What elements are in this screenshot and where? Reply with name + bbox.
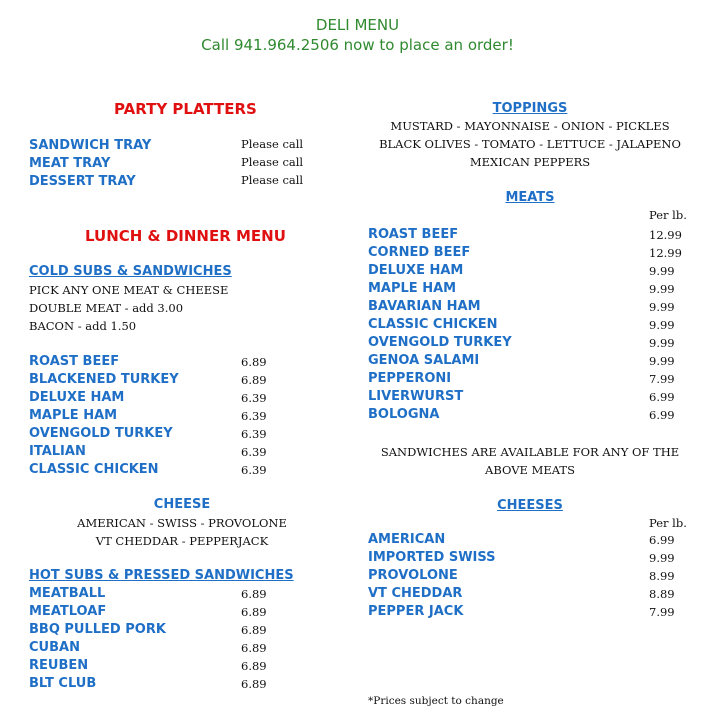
- topping-line: MEXICAN PEPPERS: [469, 155, 591, 169]
- meats-sandwich-note: [370, 443, 690, 479]
- cold-subs-list: [29, 353, 179, 479]
- item-name: CUBAN: [29, 640, 80, 655]
- list-item: [29, 171, 151, 189]
- item-price: 6.39: [241, 427, 267, 441]
- item-price: Please call: [241, 173, 304, 187]
- item-price: 8.99: [649, 569, 675, 583]
- item-price: 6.89: [241, 641, 267, 655]
- item-name: GENOA SALAMI: [368, 353, 480, 368]
- item-price: Please call: [241, 137, 304, 151]
- party-platters-prices: [241, 135, 303, 189]
- cheeses-list: [368, 531, 496, 621]
- cheese-line: AMERICAN - SWISS - PROVOLONE: [77, 516, 287, 530]
- item-price: 6.89: [241, 677, 267, 691]
- cold-subs-notes: [29, 281, 228, 335]
- item-name: VT CHEDDAR: [368, 586, 463, 601]
- hot-subs-list: [29, 585, 166, 693]
- item-name: MAPLE HAM: [368, 281, 457, 296]
- list-item: [29, 135, 151, 153]
- item-name: DELUXE HAM: [29, 390, 125, 405]
- meats-heading: MEATS: [505, 190, 555, 205]
- cheese-heading: CHEESE: [153, 497, 211, 512]
- meats-list: [368, 226, 512, 424]
- item-price: 9.99: [649, 336, 675, 350]
- item-name: CLASSIC CHICKEN: [29, 462, 159, 477]
- item-price: 6.89: [241, 355, 267, 369]
- toppings-lines: [370, 117, 690, 171]
- meats-prices: [649, 226, 682, 424]
- item-price: 6.99: [649, 533, 675, 547]
- cheeses-prices: [649, 531, 675, 621]
- item-name: ROAST BEEF: [29, 354, 120, 369]
- item-price: 9.99: [649, 300, 675, 314]
- item-name: DELUXE HAM: [368, 263, 464, 278]
- item-price: 12.99: [649, 228, 682, 242]
- note-line: BACON - add 1.50: [29, 319, 137, 333]
- note-line: DOUBLE MEAT - add 3.00: [29, 301, 184, 315]
- item-price: 6.39: [241, 409, 267, 423]
- item-price: 6.99: [649, 390, 675, 404]
- list-item: [29, 153, 151, 171]
- item-name: BAVARIAN HAM: [368, 299, 481, 314]
- item-price: 6.89: [241, 623, 267, 637]
- item-price: 9.99: [649, 318, 675, 332]
- cheese-line: VT CHEDDAR - PEPPERJACK: [95, 534, 269, 548]
- item-price: 9.99: [649, 551, 675, 565]
- item-name: DESSERT TRAY: [29, 174, 136, 189]
- item-name: IMPORTED SWISS: [368, 550, 496, 565]
- note-line: PICK ANY ONE MEAT & CHEESE: [29, 283, 229, 297]
- item-name: OVENGOLD TURKEY: [368, 335, 512, 350]
- item-name: BLACKENED TURKEY: [29, 372, 179, 387]
- note-line: SANDWICHES ARE AVAILABLE FOR ANY OF THE: [380, 445, 680, 459]
- item-price: 6.89: [241, 659, 267, 673]
- item-price: 6.39: [241, 463, 267, 477]
- item-name: PEPPER JACK: [368, 604, 464, 619]
- item-name: OVENGOLD TURKEY: [29, 426, 173, 441]
- hot-subs-prices: [241, 585, 267, 693]
- item-name: AMERICAN: [368, 532, 446, 547]
- item-price: 6.89: [241, 373, 267, 387]
- item-price: 7.99: [649, 372, 675, 386]
- item-name: SANDWICH TRAY: [29, 138, 152, 153]
- note-line: ABOVE MEATS: [485, 463, 575, 477]
- item-name: BBQ PULLED PORK: [29, 622, 166, 637]
- item-price: 9.99: [649, 264, 675, 278]
- cheeses-heading: CHEESES: [497, 498, 563, 513]
- prices-disclaimer: *Prices subject to change: [368, 695, 504, 707]
- cheeses-unit-label: Per lb.: [649, 516, 687, 530]
- page-title: DELI MENU: [315, 16, 400, 34]
- order-phone-line: Call 941.964.2506 now to place an order!: [201, 36, 514, 54]
- party-platters-heading: PARTY PLATTERS: [114, 100, 257, 118]
- item-name: ROAST BEEF: [368, 227, 459, 242]
- hot-subs-heading: HOT SUBS & PRESSED SANDWICHES: [29, 568, 294, 583]
- item-name: LIVERWURST: [368, 389, 464, 404]
- item-price: 9.99: [649, 354, 675, 368]
- item-price: 6.99: [649, 408, 675, 422]
- item-name: CLASSIC CHICKEN: [368, 317, 498, 332]
- item-name: MEATLOAF: [29, 604, 107, 619]
- item-name: PROVOLONE: [368, 568, 458, 583]
- item-price: 7.99: [649, 605, 675, 619]
- cold-subs-heading: COLD SUBS & SANDWICHES: [29, 264, 232, 279]
- item-price: Please call: [241, 155, 304, 169]
- item-name: ITALIAN: [29, 444, 86, 459]
- party-platters-list: [29, 135, 151, 189]
- cheese-options: [32, 514, 332, 550]
- item-price: 8.89: [649, 587, 675, 601]
- item-price: 9.99: [649, 282, 675, 296]
- item-name: REUBEN: [29, 658, 89, 673]
- item-price: 12.99: [649, 246, 682, 260]
- item-price: 6.89: [241, 605, 267, 619]
- item-name: MAPLE HAM: [29, 408, 118, 423]
- meats-unit-label: Per lb.: [649, 208, 687, 222]
- item-name: CORNED BEEF: [368, 245, 471, 260]
- item-name: PEPPERONI: [368, 371, 452, 386]
- item-price: 6.89: [241, 587, 267, 601]
- topping-line: MUSTARD - MAYONNAISE - ONION - PICKLES: [390, 119, 670, 133]
- topping-line: BLACK OLIVES - TOMATO - LETTUCE - JALAPENO: [379, 137, 681, 151]
- item-name: BLT CLUB: [29, 676, 97, 691]
- cold-subs-prices: [241, 353, 267, 479]
- lunch-dinner-heading: LUNCH & DINNER MENU: [85, 227, 286, 245]
- toppings-heading: TOPPINGS: [492, 101, 568, 116]
- item-name: MEAT TRAY: [29, 156, 111, 171]
- item-price: 6.39: [241, 391, 267, 405]
- item-name: MEATBALL: [29, 586, 106, 601]
- item-price: 6.39: [241, 445, 267, 459]
- item-name: BOLOGNA: [368, 407, 440, 422]
